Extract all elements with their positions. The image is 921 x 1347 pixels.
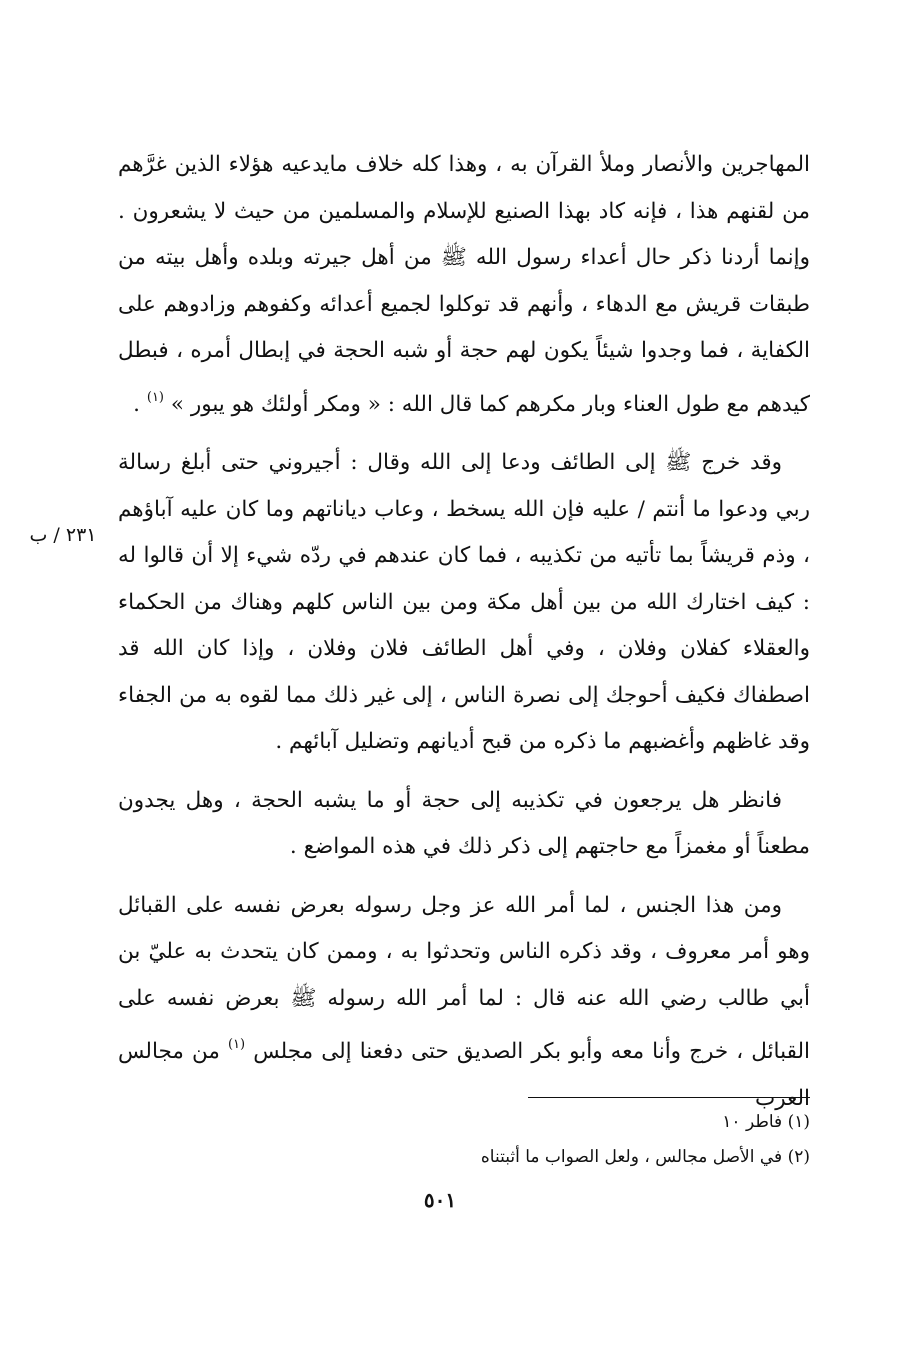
body-text [118, 142, 810, 1122]
footnote-divider [528, 1097, 810, 1098]
paragraph-4-text: ومن هذا الجنس ، لما أمر الله عز وجل رسوله بعرض نفسه على القبائل وهو أمر معروف ، وقد ذكره الناس وتحدثوا به ، وممن كان يتحدث به عليّ بن أبي طالب رضي الله عنه قال : لما أمر الله رسوله ﷺ بعرض نفسه على القبائل ، خرج وأنا معه وأبو بكر الصديق حتى دفعنا إلى مجلس [118, 892, 810, 1064]
footnote-2: (٢) في الأصل مجالس ، ولعل الصواب ما أثبتناه [480, 1147, 810, 1167]
manuscript-folio-marker: ٢٣١ / ب [29, 524, 97, 546]
paragraph-3: فانظر هل يرجعون في تكذيبه إلى حجة أو ما يشبه الحجة ، وهل يجدون مطعناً أو مغمزاً مع حاجتهم إلى ذكر ذلك في هذه المواضع . [118, 787, 810, 859]
footnote-ref-2: (١) [227, 1037, 246, 1052]
paragraph-4-end: من مجالس العرب [118, 1039, 810, 1111]
footnote-1: (١) فاطر ١٠ [722, 1112, 810, 1132]
paragraph-1-end: . [133, 391, 141, 417]
paragraph-1 [118, 142, 810, 428]
footnote-ref-1: (١) [146, 389, 164, 405]
paragraph-2: وقد خرج ﷺ إلى الطائف ودعا إلى الله وقال : أجيروني حتى أبلغ رسالة ربي ودعوا ما أنتم / عليه فإن الله يسخط ، وعاب دياناتهم وما كان عليه آباؤهم ، وذم قريشاً بما تأتيه من تكذيبه ، فما كان عندهم في ردّه شيء إلا أن قالوا له : كيف اختارك الله من بين أهل مكة ومن بين الناس كلهم وهناك من الحكماء والعقلاء كفلان وفلان ، وفي أهل الطائف فلان وفلان ، وإذا كان الله قد اصطفاك فكيف أحوجك إلى نصرة الناس ، إلى غير ذلك مما لقوه به من الجفاء وقد غاظهم وأغضبهم ما ذكره من قبح أديانهم وتضليل آبائهم . [118, 450, 810, 754]
page-number: ٥٠١ [423, 1188, 457, 1212]
footnotes [400, 1105, 810, 1175]
paragraph-1-text: المهاجرين والأنصار وملأ القرآن به ، وهذا كله خلاف مايدعيه هؤلاء الذين غرَّهم من لقنهم هذا ، فإنه كاد بهذا الصنيع للإسلام والمسلمين من حيث لا يشعرون . وإنما أردنا ذكر حال أعداء رسول الله ﷺ من أهل جيرته وبلده وأهل بيته من طبقات قريش مع الدهاء ، وأنهم قد توكلوا لجميع أعدائه وكفوهم وزادوهم على الكفاية ، فما وجدوا شيئاً يكون لهم حجة أو شبه الحجة في إبطال أمره ، فبطل كيدهم مع طول العناء وبار مكرهم كما قال الله : « ومكر أولئك هو يبور » [118, 152, 810, 417]
paragraph-4 [118, 883, 810, 1123]
